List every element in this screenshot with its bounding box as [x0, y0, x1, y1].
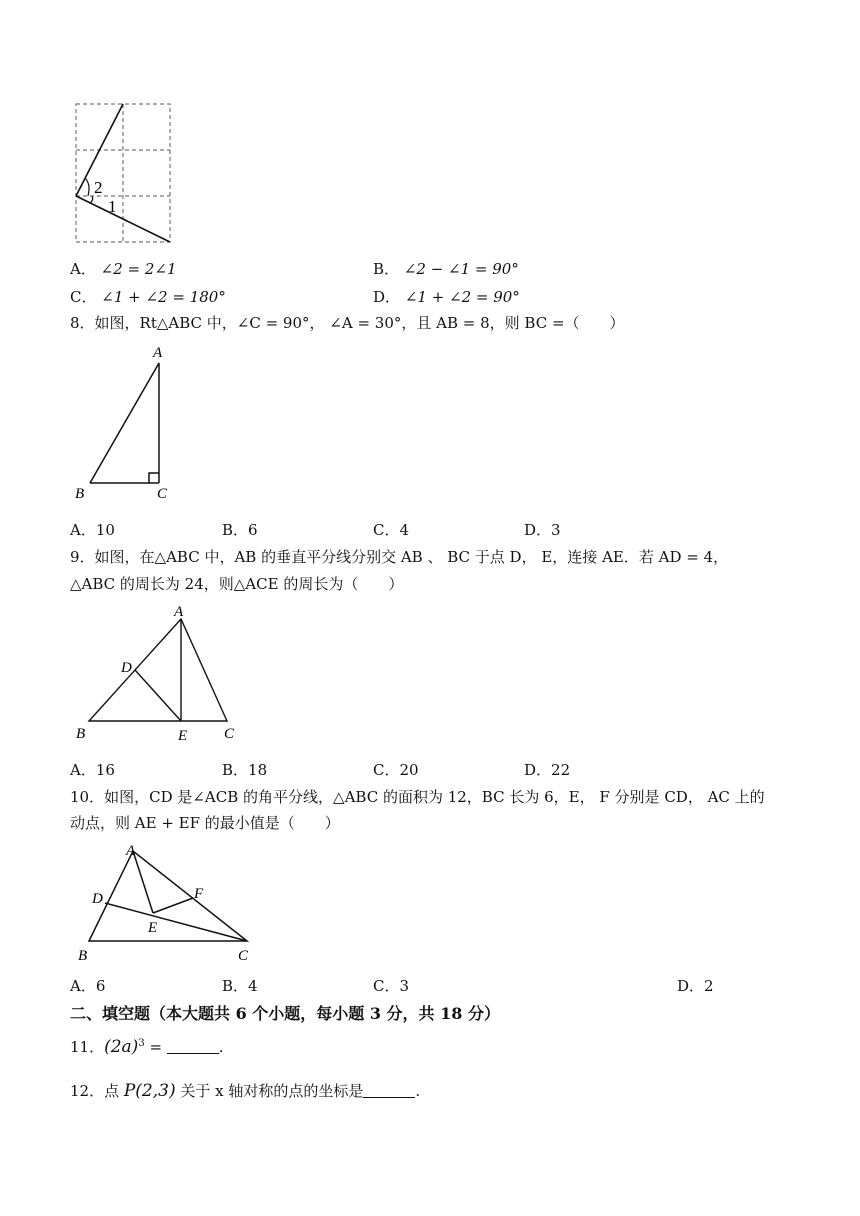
q7-option-b — [373, 258, 519, 279]
q7-figure — [70, 98, 180, 248]
q10-label-c: C — [238, 948, 249, 964]
q7-option-d — [373, 286, 520, 307]
q10-label-d: D — [92, 891, 103, 907]
q7-angle2-label: 2 — [94, 178, 103, 197]
q12-answer-blank[interactable] — [363, 1083, 415, 1098]
option-text: 16 — [95, 761, 115, 779]
q9-label-b: B — [76, 726, 86, 742]
q9-option-b — [222, 759, 267, 780]
option-text: 10 — [95, 521, 115, 539]
q10-option-d — [677, 975, 714, 996]
q9-label-a: A — [174, 604, 184, 620]
option-letter: D． — [524, 761, 552, 779]
q9-stem-line2: △ABC 的周长为 24，则△ACE 的周长为（ ） — [70, 575, 404, 593]
q10-label-a: A — [126, 843, 136, 859]
option-text: 18 — [248, 761, 268, 779]
option-letter: A． — [70, 521, 96, 539]
option-letter: D． — [677, 977, 705, 995]
option-text: 20 — [399, 761, 419, 779]
option-letter: C． — [373, 521, 400, 539]
option-letter: B． — [222, 977, 249, 995]
option-text: 4 — [248, 977, 258, 995]
option-text: 22 — [551, 761, 571, 779]
option-text: 6 — [95, 977, 106, 995]
q8-option-c — [373, 519, 409, 540]
option-text: ∠1 + ∠2 = 180° — [101, 288, 226, 306]
option-text: 3 — [399, 977, 410, 995]
option-letter: B． — [222, 521, 249, 539]
option-letter: C． — [373, 977, 400, 995]
q12-period: . — [415, 1082, 421, 1100]
q8-label-b: B — [75, 486, 85, 502]
option-text: ∠2 − ∠1 = 90° — [403, 260, 519, 278]
option-text: 4 — [399, 521, 410, 539]
q9-option-d — [524, 759, 570, 780]
q9-label-e: E — [178, 728, 188, 744]
q11-equals: = — [144, 1038, 167, 1056]
option-text: 6 — [248, 521, 258, 539]
q8-option-a — [70, 519, 115, 540]
q12 — [70, 1080, 420, 1101]
q11-answer-blank[interactable] — [167, 1039, 219, 1054]
q9-option-a — [70, 759, 115, 780]
option-text: 2 — [704, 977, 714, 995]
option-letter: A． — [70, 977, 96, 995]
q10-label-e: E — [148, 920, 158, 936]
option-letter: A． — [70, 761, 96, 779]
q11-expression: (2a) — [104, 1037, 139, 1057]
q9-label-c: C — [224, 726, 235, 742]
option-letter: D． — [373, 288, 401, 306]
q10-option-b — [222, 975, 258, 996]
q11-number: 11． — [70, 1038, 105, 1056]
q9-stem-line1: 9．如图，在△ABC 中，AB 的垂直平分线分别交 AB 、 BC 于点 D， E，连接 AE．若 AD = 4， — [70, 548, 729, 566]
q7-option-c — [70, 286, 226, 307]
option-letter: B． — [373, 260, 400, 278]
option-letter: A． — [70, 260, 96, 278]
q10-label-f: F — [194, 886, 204, 902]
q12-point: P(2,3) — [123, 1081, 176, 1101]
q7-angle1-label: 1 — [108, 197, 117, 216]
q8-stem: 8．如图，Rt△ABC 中，∠C = 90°， ∠A = 30°，且 AB = 8，则 BC =（ ） — [70, 314, 625, 332]
q12-middle: 关于 x 轴对称的点的坐标是 — [175, 1082, 364, 1100]
q10-stem-line2: 动点，则 AE + EF 的最小值是（ ） — [70, 814, 340, 832]
q9-option-c — [373, 759, 419, 780]
q10-option-a — [70, 975, 105, 996]
q10-option-c — [373, 975, 409, 996]
q11-period: . — [218, 1038, 224, 1056]
option-letter: C． — [373, 761, 400, 779]
q11 — [70, 1036, 224, 1057]
option-text: ∠1 + ∠2 = 90° — [404, 288, 520, 306]
q9-figure — [70, 600, 250, 745]
option-letter: B． — [222, 761, 249, 779]
q8-figure — [70, 340, 190, 510]
q7-option-a — [70, 258, 177, 279]
q8-label-c: C — [157, 486, 168, 502]
q12-prefix: 12．点 — [70, 1082, 124, 1100]
q8-label-a: A — [153, 345, 163, 361]
option-text: 3 — [551, 521, 561, 539]
option-letter: D． — [524, 521, 552, 539]
q8-option-b — [222, 519, 258, 540]
q9-label-d: D — [121, 660, 132, 676]
q10-label-b: B — [78, 948, 88, 964]
q11-exponent: 3 — [138, 1038, 145, 1049]
q8-option-d — [524, 519, 561, 540]
q10-figure — [70, 838, 270, 966]
section-title: 二、填空题（本大题共 6 个小题，每小题 3 分，共 18 分） — [70, 1004, 500, 1023]
option-letter: C． — [70, 288, 97, 306]
option-text: ∠2 = 2∠1 — [100, 260, 177, 278]
q10-stem-line1: 10．如图，CD 是∠ACB 的角平分线，△ABC 的面积为 12，BC 长为 6，E， F 分别是 CD， AC 上的 — [70, 788, 765, 806]
